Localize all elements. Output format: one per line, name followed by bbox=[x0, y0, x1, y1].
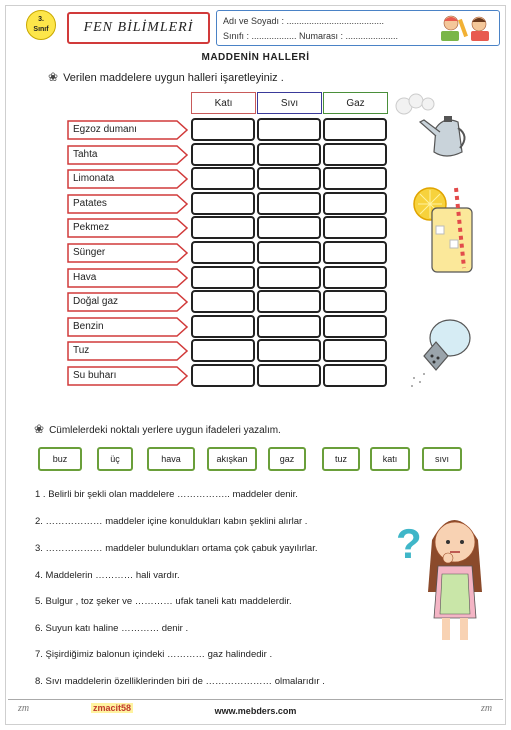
answer-cell-gaz[interactable] bbox=[323, 192, 387, 215]
item-label bbox=[67, 317, 188, 337]
word-bank-item: tuz bbox=[322, 447, 360, 471]
item-label-text: Limonata bbox=[73, 173, 115, 184]
grade-badge bbox=[26, 10, 56, 40]
answer-cell-kati[interactable] bbox=[191, 266, 255, 289]
answer-cell-sivi[interactable] bbox=[257, 192, 321, 215]
worksheet-title: MADDENİN HALLERİ bbox=[201, 52, 310, 63]
sentence-line: 3. ……………… maddeler bulundukları ortama çok çabuk yayılırlar. bbox=[35, 543, 318, 554]
answer-cell-gaz[interactable] bbox=[323, 216, 387, 239]
subject-title: FEN BİLİMLERİ bbox=[67, 12, 210, 44]
answer-cell-kati[interactable] bbox=[191, 364, 255, 387]
name-line: Adı ve Soyadı : ....................................... bbox=[223, 16, 385, 26]
salt-shaker-icon bbox=[404, 312, 476, 392]
sentence-line: 1 . Belirli bir şekli olan maddelere …………….. maddeler denir. bbox=[35, 489, 298, 500]
answer-cell-gaz[interactable] bbox=[323, 167, 387, 190]
item-label-text: Hava bbox=[73, 272, 97, 283]
sentence-line: 5. Bulgur , toz şeker ve ………… ufak taneli katı maddelerdir. bbox=[35, 596, 292, 607]
answer-cell-kati[interactable] bbox=[191, 241, 255, 264]
footer-logo-left: zm bbox=[18, 703, 30, 714]
answer-cell-kati[interactable] bbox=[191, 118, 255, 141]
item-label-text: Benzin bbox=[73, 321, 104, 332]
student-info-box bbox=[216, 10, 500, 46]
teapot-steam-icon bbox=[392, 92, 474, 162]
answer-cell-kati[interactable] bbox=[191, 192, 255, 215]
answer-cell-gaz[interactable] bbox=[323, 315, 387, 338]
item-label bbox=[67, 366, 188, 386]
answer-cell-sivi[interactable] bbox=[257, 118, 321, 141]
answer-cell-kati[interactable] bbox=[191, 290, 255, 313]
column-header-sivi: Sıvı bbox=[257, 92, 322, 114]
answer-cell-sivi[interactable] bbox=[257, 315, 321, 338]
sentence-line: 2. ……………… maddeler içine konuldukları kabın şeklini alırlar . bbox=[35, 516, 308, 527]
answer-cell-gaz[interactable] bbox=[323, 364, 387, 387]
answer-cell-gaz[interactable] bbox=[323, 290, 387, 313]
answer-cell-gaz[interactable] bbox=[323, 339, 387, 362]
sentence-line: 7. Şişirdiğimiz balonun içindeki ………… gaz halindedir . bbox=[35, 649, 273, 660]
footer-logo-right: zm bbox=[481, 703, 493, 714]
column-header-kati: Katı bbox=[191, 92, 256, 114]
word-bank-item: katı bbox=[370, 447, 410, 471]
item-label bbox=[67, 120, 188, 140]
class-number-line: Sınıfı : .................. Numarası : ..................... bbox=[223, 31, 399, 41]
answer-cell-gaz[interactable] bbox=[323, 241, 387, 264]
item-label bbox=[67, 268, 188, 288]
word-bank-item: hava bbox=[147, 447, 195, 471]
grade-number: 3. bbox=[38, 16, 44, 23]
answer-cell-sivi[interactable] bbox=[257, 266, 321, 289]
word-bank-item: gaz bbox=[268, 447, 306, 471]
item-label bbox=[67, 218, 188, 238]
answer-cell-kati[interactable] bbox=[191, 216, 255, 239]
flower-bullet-icon: ❀ bbox=[34, 422, 45, 436]
item-label-text: Sünger bbox=[73, 247, 106, 258]
grade-label: Sınıf bbox=[33, 26, 49, 33]
answer-cell-sivi[interactable] bbox=[257, 167, 321, 190]
answer-cell-kati[interactable] bbox=[191, 143, 255, 166]
item-label-text: Tuz bbox=[73, 345, 90, 356]
answer-cell-kati[interactable] bbox=[191, 315, 255, 338]
item-label-text: Patates bbox=[73, 198, 107, 209]
item-label bbox=[67, 292, 188, 312]
item-label bbox=[67, 169, 188, 189]
sentence-line: 6. Suyun katı haline ………… denir . bbox=[35, 623, 189, 634]
item-label-text: Doğal gaz bbox=[73, 296, 119, 307]
section2-instruction bbox=[34, 422, 281, 436]
item-label bbox=[67, 341, 188, 361]
footer-divider bbox=[8, 699, 503, 700]
answer-cell-kati[interactable] bbox=[191, 167, 255, 190]
word-bank-item: akışkan bbox=[207, 447, 257, 471]
answer-cell-sivi[interactable] bbox=[257, 339, 321, 362]
footer-url: www.mebders.com bbox=[214, 706, 297, 716]
sentence-line: 4. Maddelerin ………… hali vardır. bbox=[35, 570, 180, 581]
footer-code: zmacit58 bbox=[93, 703, 132, 713]
section2-instruction-text: Cümlelerdeki noktalı yerlere uygun ifadeleri yazalım. bbox=[49, 425, 281, 436]
answer-cell-gaz[interactable] bbox=[323, 266, 387, 289]
svg-text:?: ? bbox=[396, 520, 422, 567]
answer-cell-gaz[interactable] bbox=[323, 143, 387, 166]
item-label-text: Egzoz dumanı bbox=[73, 124, 137, 135]
answer-cell-sivi[interactable] bbox=[257, 364, 321, 387]
answer-cell-sivi[interactable] bbox=[257, 216, 321, 239]
item-label-text: Su buharı bbox=[73, 370, 117, 381]
column-header-gaz: Gaz bbox=[323, 92, 388, 114]
lemonade-glass-icon bbox=[410, 178, 478, 278]
word-bank-item: sıvı bbox=[422, 447, 462, 471]
answer-cell-sivi[interactable] bbox=[257, 143, 321, 166]
answer-cell-sivi[interactable] bbox=[257, 241, 321, 264]
item-label-text: Tahta bbox=[73, 149, 98, 160]
sentence-line: 8. Sıvı maddelerin özelliklerinden biri de ………………… olmalarıdır . bbox=[35, 676, 325, 687]
answer-cell-sivi[interactable] bbox=[257, 290, 321, 313]
section1-instruction-text: Verilen maddelere uygun halleri işaretleyiniz . bbox=[63, 72, 284, 84]
item-label bbox=[67, 145, 188, 165]
section1-instruction bbox=[48, 70, 284, 84]
item-label bbox=[67, 243, 188, 263]
word-bank-item: buz bbox=[38, 447, 82, 471]
item-label-text: Pekmez bbox=[73, 222, 110, 233]
flower-bullet-icon: ❀ bbox=[48, 70, 59, 84]
answer-cell-kati[interactable] bbox=[191, 339, 255, 362]
answer-cell-gaz[interactable] bbox=[323, 118, 387, 141]
kids-reading-icon bbox=[439, 13, 495, 43]
word-bank-item: üç bbox=[97, 447, 133, 471]
thinking-girl-icon bbox=[392, 500, 502, 645]
item-label bbox=[67, 194, 188, 214]
